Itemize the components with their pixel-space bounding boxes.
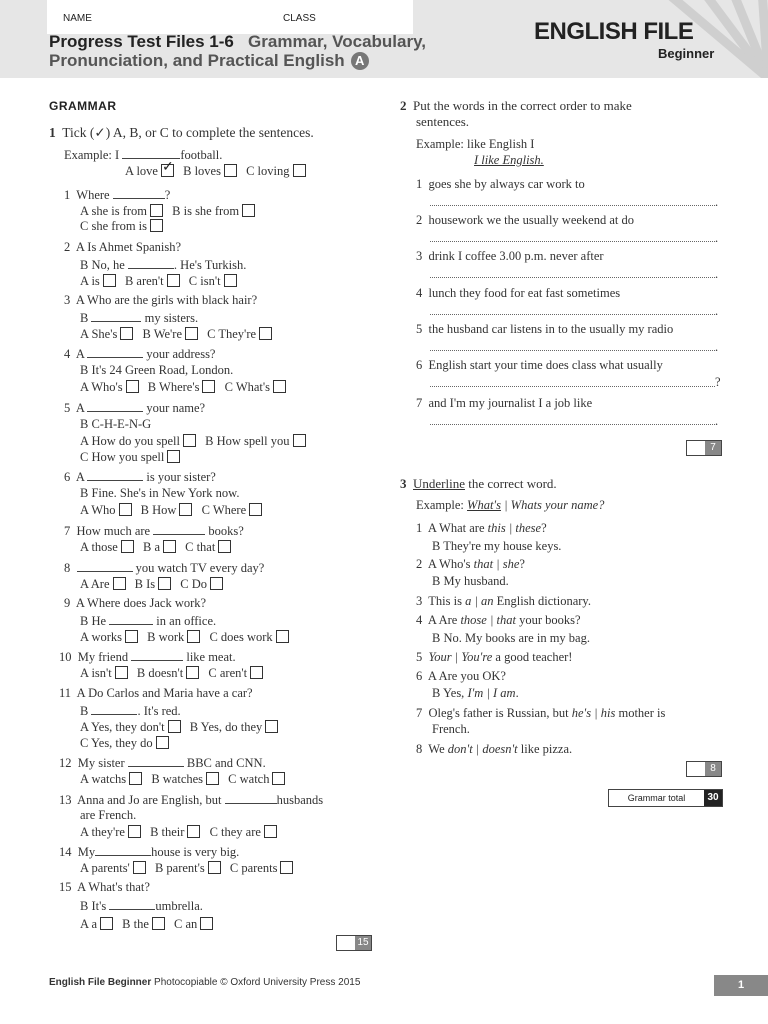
test-title [49,32,426,52]
page-number: 1 [714,975,768,996]
checkbox[interactable] [167,450,180,463]
ex1-q1-stem: 1 Where ? [64,188,171,202]
checkbox[interactable] [202,380,215,393]
ex1-q6-line1: 6 A is your sister? [64,470,216,484]
checkbox[interactable] [128,825,141,838]
ex1-q15-options: A a B the C an [80,917,219,932]
ex3-q6-line2: B Yes, I'm | I am. [432,686,519,700]
ex1-q9-line1: 9 A Where does Jack work? [64,596,207,610]
checkbox[interactable] [121,540,134,553]
ex1-q6-line2: B Fine. She's in New York now. [80,486,240,500]
checkbox[interactable] [179,503,192,516]
end-mark: . [715,195,719,209]
ex3-q1-line1: 1 A What are this | these? [416,521,547,535]
ex3-q2-line1: 2 A Who's that | she? [416,557,525,571]
ex1-q11-line2: B . It's red. [80,704,181,718]
ex1-q5-line1: 5 A your name? [64,401,206,415]
ex1-instruction: 1 Tick (✓) A, B, or C to complete the sentences. [49,125,314,140]
ex1-number: 1 [49,125,56,140]
ex2-item-5: 5 the husband car listens in to the usually my radio [416,322,674,336]
ex1-example-options: A love✓ B loves C loving [125,164,312,179]
ex1-q11-options: A Yes, they don't B Yes, do they [80,720,284,735]
ex1-q1-options: A she is from B is she from [80,204,261,219]
ex2-item-4: 4 lunch they food for eat fast sometimes [416,286,621,300]
ex1-q11-line1: 11 A Do Carlos and Maria have a car? [59,686,253,700]
ex1-q13-stem-cont: are French. [80,808,137,822]
checkbox[interactable] [265,720,278,733]
checkbox[interactable] [264,825,277,838]
checkbox[interactable] [125,630,138,643]
checkbox-checked[interactable] [161,164,174,177]
ex1-q7-stem: 7 How much are books? [64,524,244,538]
checkbox[interactable] [103,274,116,287]
ex3-q7-cont: French. [432,722,470,736]
checkbox[interactable] [115,666,128,679]
grammar-total-label: Grammar total [627,793,686,803]
ex1-q13-options: A they're B their C they are [80,825,283,840]
checkbox[interactable] [218,540,231,553]
ex1-q8-options: A Are B Is C Do [80,577,229,592]
ex2-item-7: 7 and I'm my journalist I a job like [416,396,593,410]
ex1-q12-stem: 12 My sister BBC and CNN. [59,756,266,770]
ex3-q7: 7 Oleg's father is Russian, but he's | his mother is [416,706,666,720]
ex1-q6-options: A Who B How C Where [80,503,268,518]
ex3-q3: 3 This is a | an English dictionary. [416,594,591,608]
checkbox[interactable] [276,630,289,643]
ex1-q9-line2: B He in an office. [80,614,217,628]
ex1-q15-line1: 15 A What's that? [59,880,150,894]
ex1-q4-line1: 4 A your address? [64,347,216,361]
ex3-q6-line1: 6 A Are you OK? [416,669,506,683]
ex3-q2-line2: B My husband. [432,574,509,588]
ex1-q9-options: A works B work C does work [80,630,295,645]
answer-line[interactable] [430,314,715,315]
ex1-q4-line2: B It's 24 Green Road, London. [80,363,234,377]
checkbox[interactable] [163,540,176,553]
ex1-q3-line2: B my sisters. [80,311,199,325]
checkbox[interactable] [183,434,196,447]
checkbox[interactable] [280,861,293,874]
answer-line[interactable] [430,205,715,206]
title-main: Progress Test Files 1-6 [49,32,234,51]
end-mark: . [715,414,719,428]
checkbox[interactable] [156,736,169,749]
brand-logo: ENGLISH FILE [534,18,694,45]
end-mark: ? [715,375,721,389]
checkbox[interactable] [187,825,200,838]
footer [49,977,360,988]
checkbox[interactable] [133,861,146,874]
checkbox[interactable] [126,380,139,393]
ex1-q10-options: A isn't B doesn't C aren't [80,666,269,681]
ex1-q3-options: A She's B We're C They're [80,327,278,342]
grammar-total-box[interactable] [608,789,723,807]
checkbox[interactable] [150,219,163,232]
ex3-score-box[interactable]: 8 [686,761,722,777]
checkbox[interactable] [210,577,223,590]
title-sub: Grammar, Vocabulary, [248,32,426,51]
footer-copyright: Photocopiable © Oxford University Press 2015 [154,977,361,988]
checkbox[interactable] [224,274,237,287]
ex2-example: Example: like English I [416,137,535,151]
checkbox[interactable] [168,720,181,733]
ex3-q4-line2: B No. My books are in my bag. [432,631,590,645]
ex3-instruction: 3 Underline the correct word. [400,476,557,491]
ex1-q4-options: A Who's B Where's C What's [80,380,292,395]
answer-line[interactable] [430,241,715,242]
checkbox[interactable] [152,917,165,930]
checkbox[interactable] [187,630,200,643]
ex1-q2-line1: 2 A Is Ahmet Spanish? [64,240,182,254]
checkbox[interactable] [259,327,272,340]
end-mark: . [715,267,719,281]
ex1-q1-option-c: C she from is [80,219,169,234]
ex1-q5-options: A How do you spell B How spell you [80,434,312,449]
ex1-q10-stem: 10 My friend like meat. [59,650,236,664]
brand-level: Beginner [658,46,715,61]
checkbox[interactable] [293,434,306,447]
ex2-number: 2 [400,98,407,113]
ex2-instruction-cont: sentences. [416,114,470,129]
ex1-q5-line2: B C-H-E-N-G [80,417,152,431]
grammar-total-value: 30 [704,790,722,806]
checkbox[interactable] [185,327,198,340]
checkbox[interactable] [100,917,113,930]
checkbox[interactable] [158,577,171,590]
ex1-q12-options: A watchs B watches C watch [80,772,291,787]
test-title-line2 [49,51,369,71]
end-mark: . [715,340,719,354]
class-label: CLASS [283,13,316,24]
checkbox[interactable] [120,327,133,340]
ex2-instruction: 2 Put the words in the correct order to make [400,98,632,113]
name-label: NAME [63,13,92,24]
answer-line[interactable] [430,350,715,351]
end-mark: . [715,304,719,318]
ex1-q14-stem: 14 My house is very big. [59,845,240,859]
checkbox[interactable] [129,772,142,785]
ex1-q14-options: A parents' B parent's C parents [80,861,299,876]
ex1-q8-stem: 8 you watch TV every day? [64,561,265,575]
ex1-q2-line2: B No, he . He's Turkish. [80,258,247,272]
answer-line[interactable] [430,386,715,387]
checkbox[interactable] [150,204,163,217]
ex2-score-box[interactable]: 7 [686,440,722,456]
name-class-box [47,0,413,34]
checkbox[interactable] [200,917,213,930]
footer-title: English File Beginner [49,977,152,988]
ex1-q7-options: A those B a C that [80,540,237,555]
checkbox[interactable] [224,164,237,177]
ex2-item-6: 6 English start your time does class what usually [416,358,663,372]
checkbox[interactable] [167,274,180,287]
checkbox[interactable] [272,772,285,785]
answer-line[interactable] [430,424,715,425]
ex3-q5: 5 Your | You're a good teacher! [416,650,573,664]
checkbox[interactable] [249,503,262,516]
ex2-item-3: 3 drink I coffee 3.00 p.m. never after [416,249,604,263]
section-heading-grammar: GRAMMAR [49,99,117,113]
ex3-q1-line2: B They're my house keys. [432,539,562,553]
title-line2: Pronunciation, and Practical English [49,51,345,70]
ex1-q5-option-c: C How you spell [80,450,186,465]
ex1-q2-options: A is B aren't C isn't [80,274,243,289]
ex3-number: 3 [400,476,407,491]
checkbox[interactable] [273,380,286,393]
ex1-example-stem: Example: I football. [64,148,223,162]
ex1-q3-line1: 3 A Who are the girls with black hair? [64,293,258,307]
ex2-item-2: 2 housework we the usually weekend at do [416,213,634,227]
ex1-q11-option-c: C Yes, they do [80,736,175,751]
ex3-example: Example: What's | Whats your name? [416,498,605,512]
checkbox[interactable] [250,666,263,679]
ex3-q8: 8 We don't | doesn't like pizza. [416,742,573,756]
ex3-q4-line1: 4 A Are those | that your books? [416,613,581,627]
ex2-example-answer: I like English. [474,153,544,167]
checkbox[interactable] [113,577,126,590]
ex2-item-1: 1 goes she by always car work to [416,177,585,191]
checkbox[interactable] [119,503,132,516]
ex1-score-box[interactable]: 15 [336,935,372,951]
checkbox[interactable] [186,666,199,679]
checkbox[interactable] [293,164,306,177]
answer-line[interactable] [430,277,715,278]
checkbox[interactable] [242,204,255,217]
version-badge: A [351,52,369,70]
ex1-q13-stem: 13 Anna and Jo are English, but husbands [59,793,324,807]
ex1-q15-line2: B It's umbrella. [80,899,203,913]
checkbox[interactable] [206,772,219,785]
checkbox[interactable] [208,861,221,874]
end-mark: . [715,231,719,245]
